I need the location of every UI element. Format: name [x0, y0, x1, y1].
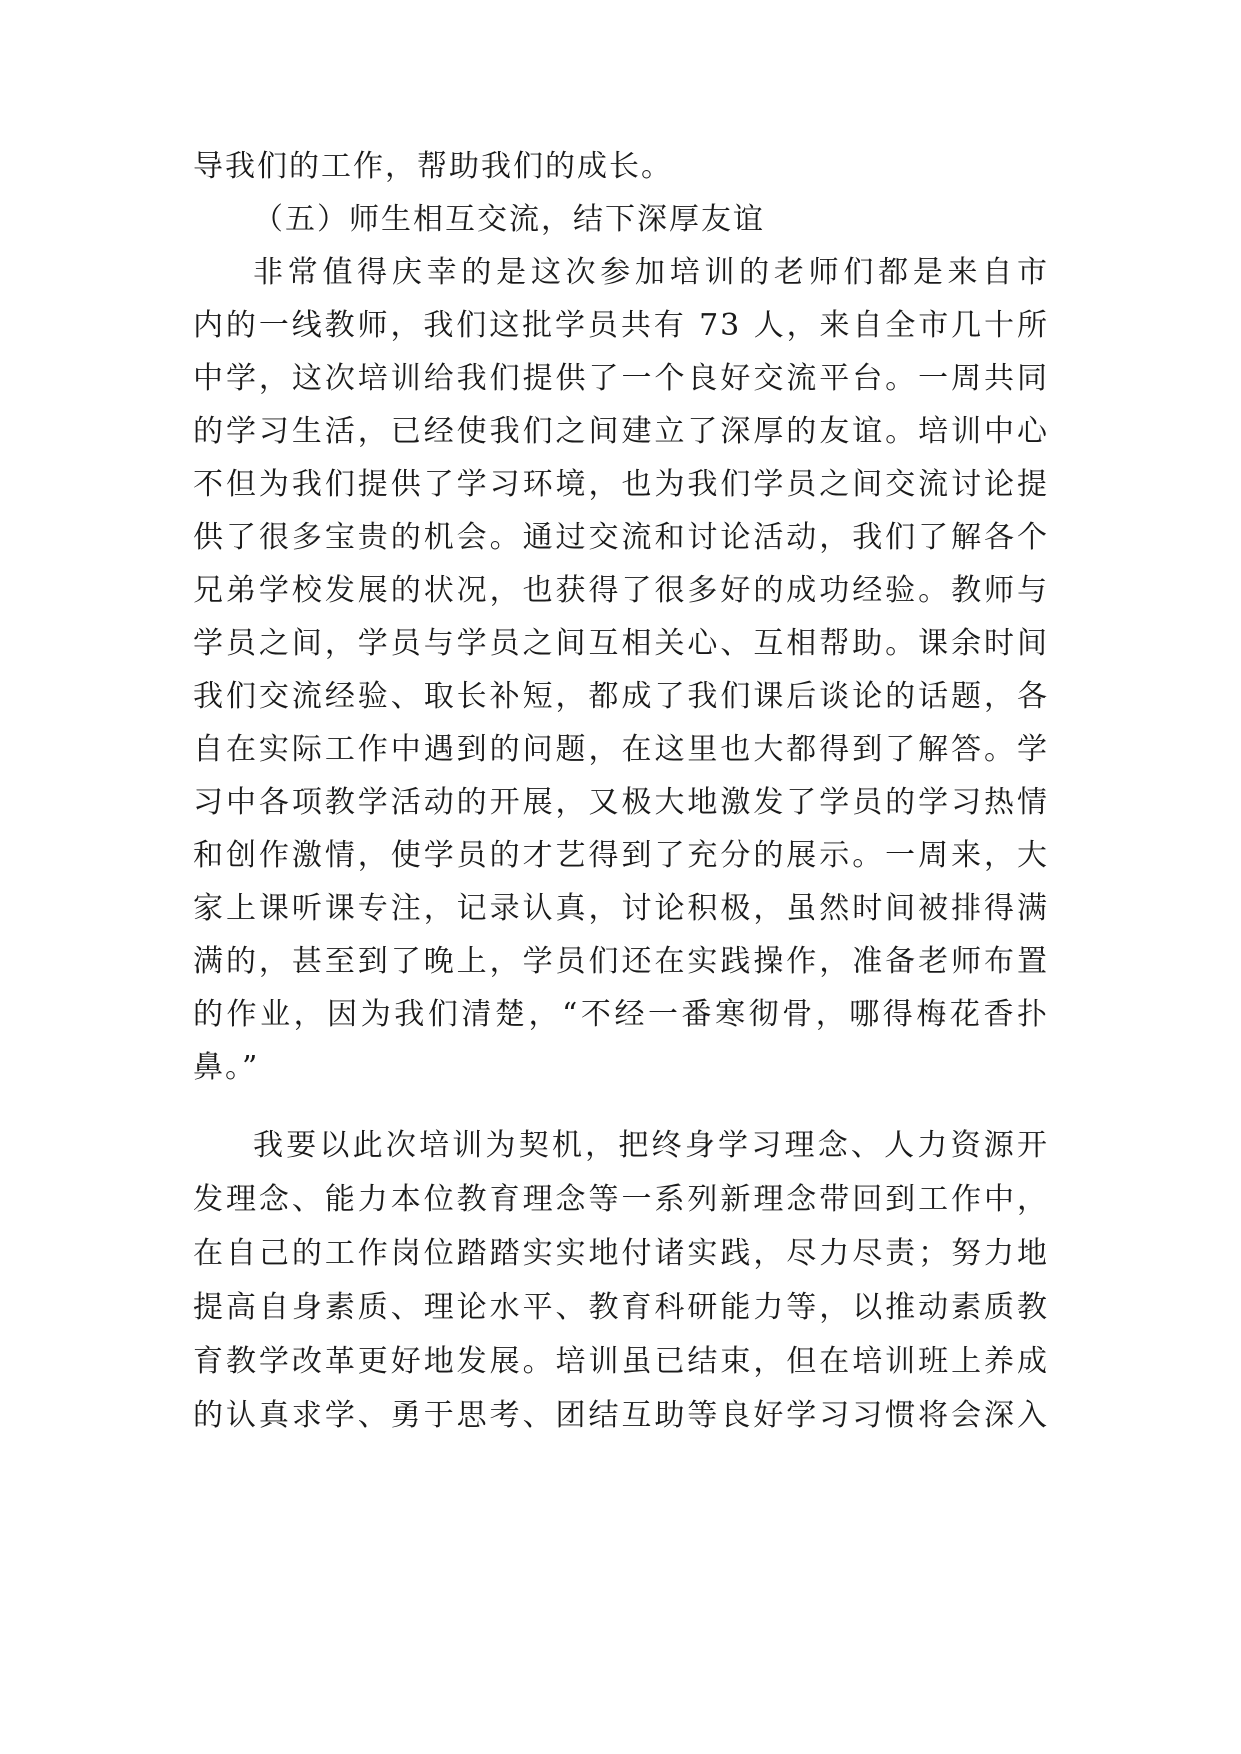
- paragraph-line: 习中各项教学活动的开展，又极大地激发了学员的学习热情: [193, 785, 1049, 820]
- paragraph-line: 非常值得庆幸的是这次参加培训的老师们都是来自市: [253, 255, 1049, 290]
- paragraph-line: 供了很多宝贵的机会。通过交流和讨论活动，我们了解各个: [193, 520, 1049, 555]
- paragraph-line: 家上课听课专注，记录认真，讨论积极，虽然时间被排得满: [193, 891, 1049, 926]
- paragraph-line: 导我们的工作，帮助我们的成长。: [193, 149, 673, 184]
- paragraph-line: 和创作激情，使学员的才艺得到了充分的展示。一周来，大: [193, 838, 1049, 873]
- paragraph-line: 不但为我们提供了学习环境，也为我们学员之间交流讨论提: [193, 467, 1049, 502]
- paragraph-line: 提高自身素质、理论水平、教育科研能力等，以推动素质教: [193, 1290, 1049, 1325]
- paragraph-line: 我们交流经验、取长补短，都成了我们课后谈论的话题，各: [193, 679, 1049, 714]
- paragraph-line: 中学，这次培训给我们提供了一个良好交流平台。一周共同: [193, 361, 1049, 396]
- paragraph-line: 的学习生活，已经使我们之间建立了深厚的友谊。培训中心: [193, 414, 1049, 449]
- paragraph-line: 的认真求学、勇于思考、团结互助等良好学习习惯将会深入: [193, 1398, 1049, 1433]
- paragraph-line: 育教学改革更好地发展。培训虽已结束，但在培训班上养成: [193, 1344, 1049, 1379]
- paragraph-line: 我要以此次培训为契机，把终身学习理念、人力资源开: [253, 1128, 1049, 1163]
- paragraph-line: 学员之间，学员与学员之间互相关心、互相帮助。课余时间: [193, 626, 1049, 661]
- paragraph-line: 满的，甚至到了晚上，学员们还在实践操作，准备老师布置: [193, 944, 1049, 979]
- section-heading: （五）师生相互交流，结下深厚友谊: [253, 202, 765, 237]
- paragraph-line: 内的一线教师，我们这批学员共有 73 人，来自全市几十所: [193, 308, 1049, 343]
- paragraph-line: 在自己的工作岗位踏踏实实地付诸实践，尽力尽责；努力地: [193, 1236, 1049, 1271]
- paragraph-line: 兄弟学校发展的状况，也获得了很多好的成功经验。教师与: [193, 573, 1049, 608]
- paragraph-line: 自在实际工作中遇到的问题，在这里也大都得到了解答。学: [193, 732, 1049, 767]
- paragraph-line: 的作业，因为我们清楚，“不经一番寒彻骨，哪得梅花香扑: [193, 997, 1049, 1032]
- paragraph-line: 鼻。”: [193, 1050, 260, 1085]
- paragraph-line: 发理念、能力本位教育理念等一系列新理念带回到工作中，: [193, 1182, 1049, 1217]
